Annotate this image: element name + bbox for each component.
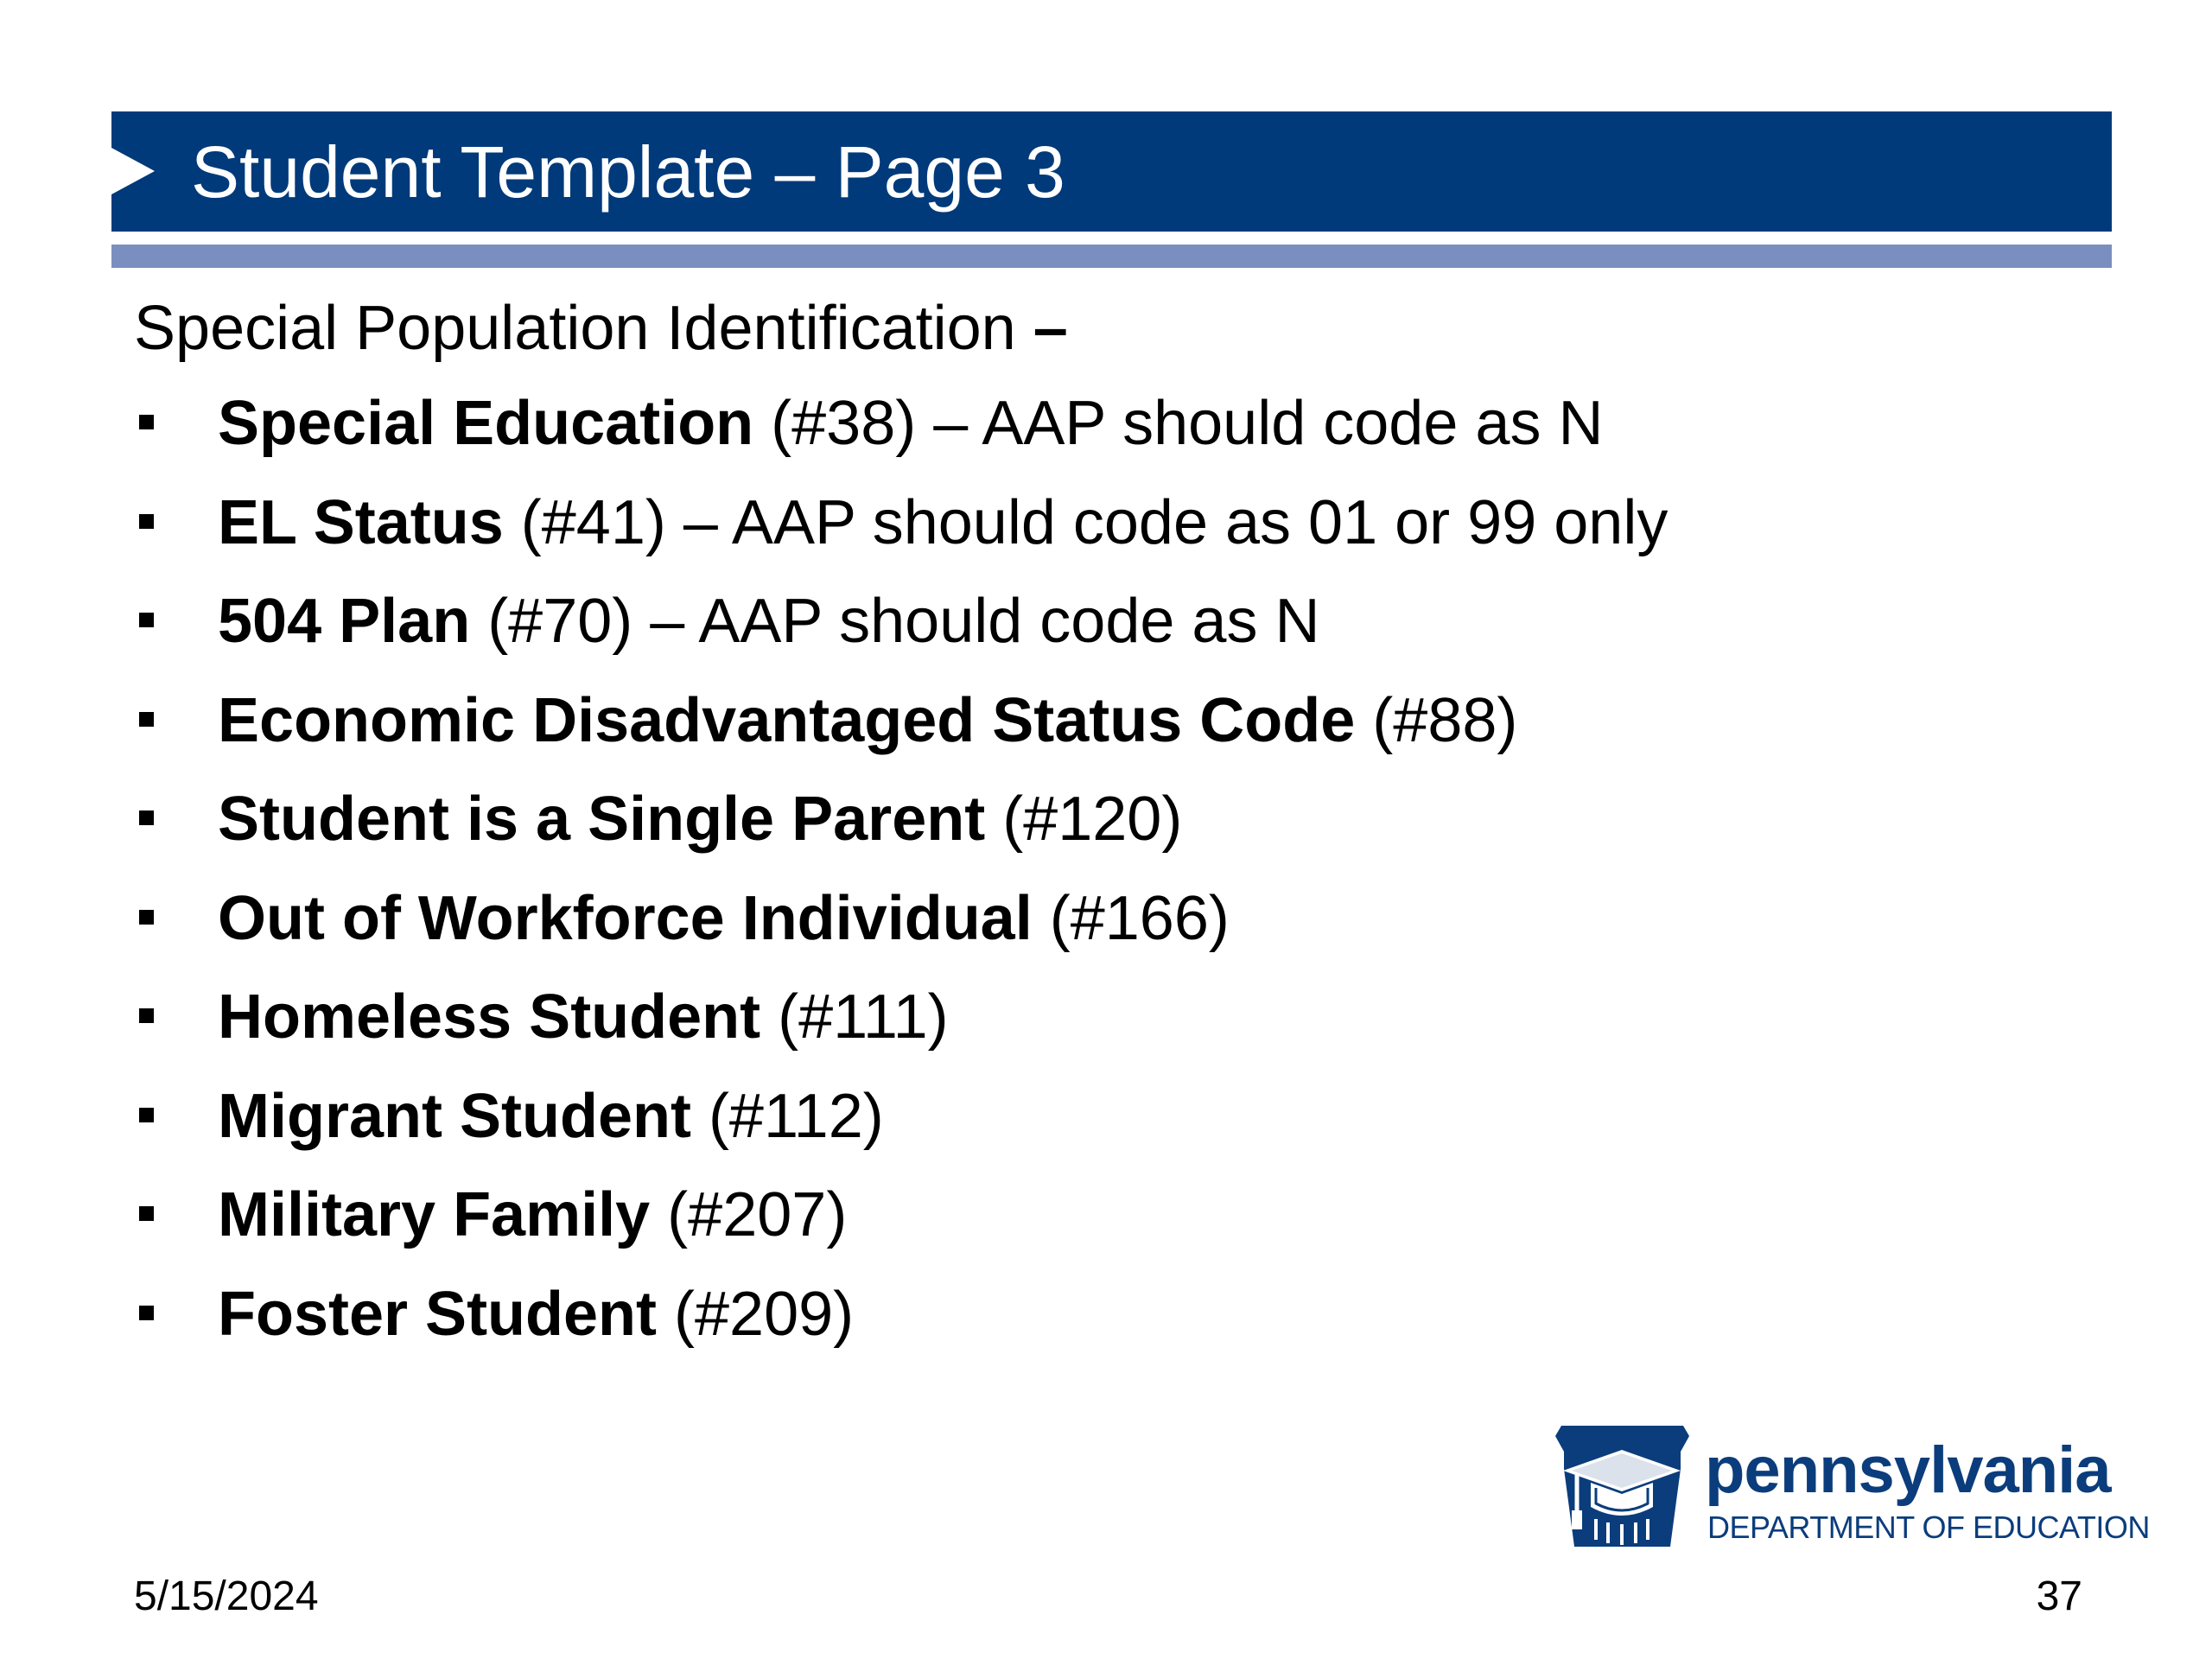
logo-name: pennsylvania	[1705, 1433, 2111, 1507]
bullet-square-icon	[139, 415, 154, 429]
bullet-item	[134, 1179, 2035, 1278]
title-bar	[111, 111, 2112, 232]
bullet-square-icon	[139, 712, 154, 727]
bullet-detail: (#111)	[760, 982, 949, 1052]
bullet-detail: (#38) – AAP should code as N	[753, 389, 1604, 458]
pa-education-logo	[1551, 1417, 2150, 1560]
slide-title: Student Template – Page 3	[191, 131, 1065, 213]
bullet-item	[134, 1080, 2035, 1179]
bullet-item	[134, 1278, 2035, 1377]
bullet-item	[134, 783, 2035, 882]
bullet-detail: (#70) – AAP should code as N	[470, 587, 1320, 656]
title-underline	[111, 245, 2112, 268]
bullet-square-icon	[139, 613, 154, 627]
bullet-item	[134, 387, 2035, 486]
bullet-square-icon	[139, 1108, 154, 1122]
bullet-text	[218, 684, 1517, 757]
bullet-text	[218, 387, 1603, 460]
bullet-bold-label: Homeless Student	[218, 982, 761, 1052]
bullet-bold-label: Student is a Single Parent	[218, 785, 986, 854]
bullet-text	[218, 783, 1182, 855]
bullet-item	[134, 981, 2035, 1080]
bullet-detail: (#88)	[1355, 685, 1518, 755]
bullet-text	[218, 1080, 884, 1153]
bullet-detail: (#166)	[1032, 883, 1230, 953]
bullet-detail: (#209)	[657, 1279, 855, 1349]
bullet-bold-label: 504 Plan	[218, 587, 471, 656]
bullet-square-icon	[139, 1306, 154, 1320]
slide-number: 37	[2036, 1573, 2082, 1619]
bullet-text	[218, 585, 1319, 658]
bullet-detail: (#41) – AAP should code as 01 or 99 only	[503, 487, 1669, 557]
bullet-item	[134, 882, 2035, 982]
bullet-item	[134, 585, 2035, 684]
bullet-bold-label: Out of Workforce Individual	[218, 883, 1033, 953]
bullet-bold-label: Economic Disadvantaged Status Code	[218, 685, 1356, 755]
bullet-bold-label: Foster Student	[218, 1279, 658, 1349]
bullet-text	[218, 882, 1230, 955]
keystone-graduation-cap-icon	[1551, 1417, 1694, 1560]
bullet-square-icon	[139, 910, 154, 925]
bullet-square-icon	[139, 810, 154, 825]
bullet-item	[134, 486, 2035, 586]
intro-dash: –	[1033, 294, 1068, 363]
bullet-detail: (#120)	[985, 785, 1183, 854]
title-arrow-icon	[111, 148, 155, 194]
bullet-list	[134, 387, 2035, 1376]
bullet-text	[218, 1179, 847, 1251]
intro-text: Special Population Identification	[134, 294, 1033, 363]
logo-department: DEPARTMENT OF EDUCATION	[1707, 1510, 2150, 1545]
bullet-bold-label: Military Family	[218, 1180, 651, 1249]
bullet-square-icon	[139, 1008, 154, 1023]
bullet-text	[218, 1278, 854, 1351]
bullet-text	[218, 981, 949, 1053]
intro-line	[134, 292, 1068, 365]
bullet-bold-label: EL Status	[218, 487, 504, 557]
bullet-detail: (#207)	[650, 1180, 848, 1249]
bullet-bold-label: Migrant Student	[218, 1081, 691, 1151]
bullet-text	[218, 486, 1668, 559]
bullet-item	[134, 684, 2035, 784]
bullet-bold-label: Special Education	[218, 389, 754, 458]
bullet-square-icon	[139, 1206, 154, 1221]
footer-date: 5/15/2024	[134, 1573, 319, 1619]
bullet-square-icon	[139, 514, 154, 529]
bullet-detail: (#112)	[690, 1081, 884, 1151]
